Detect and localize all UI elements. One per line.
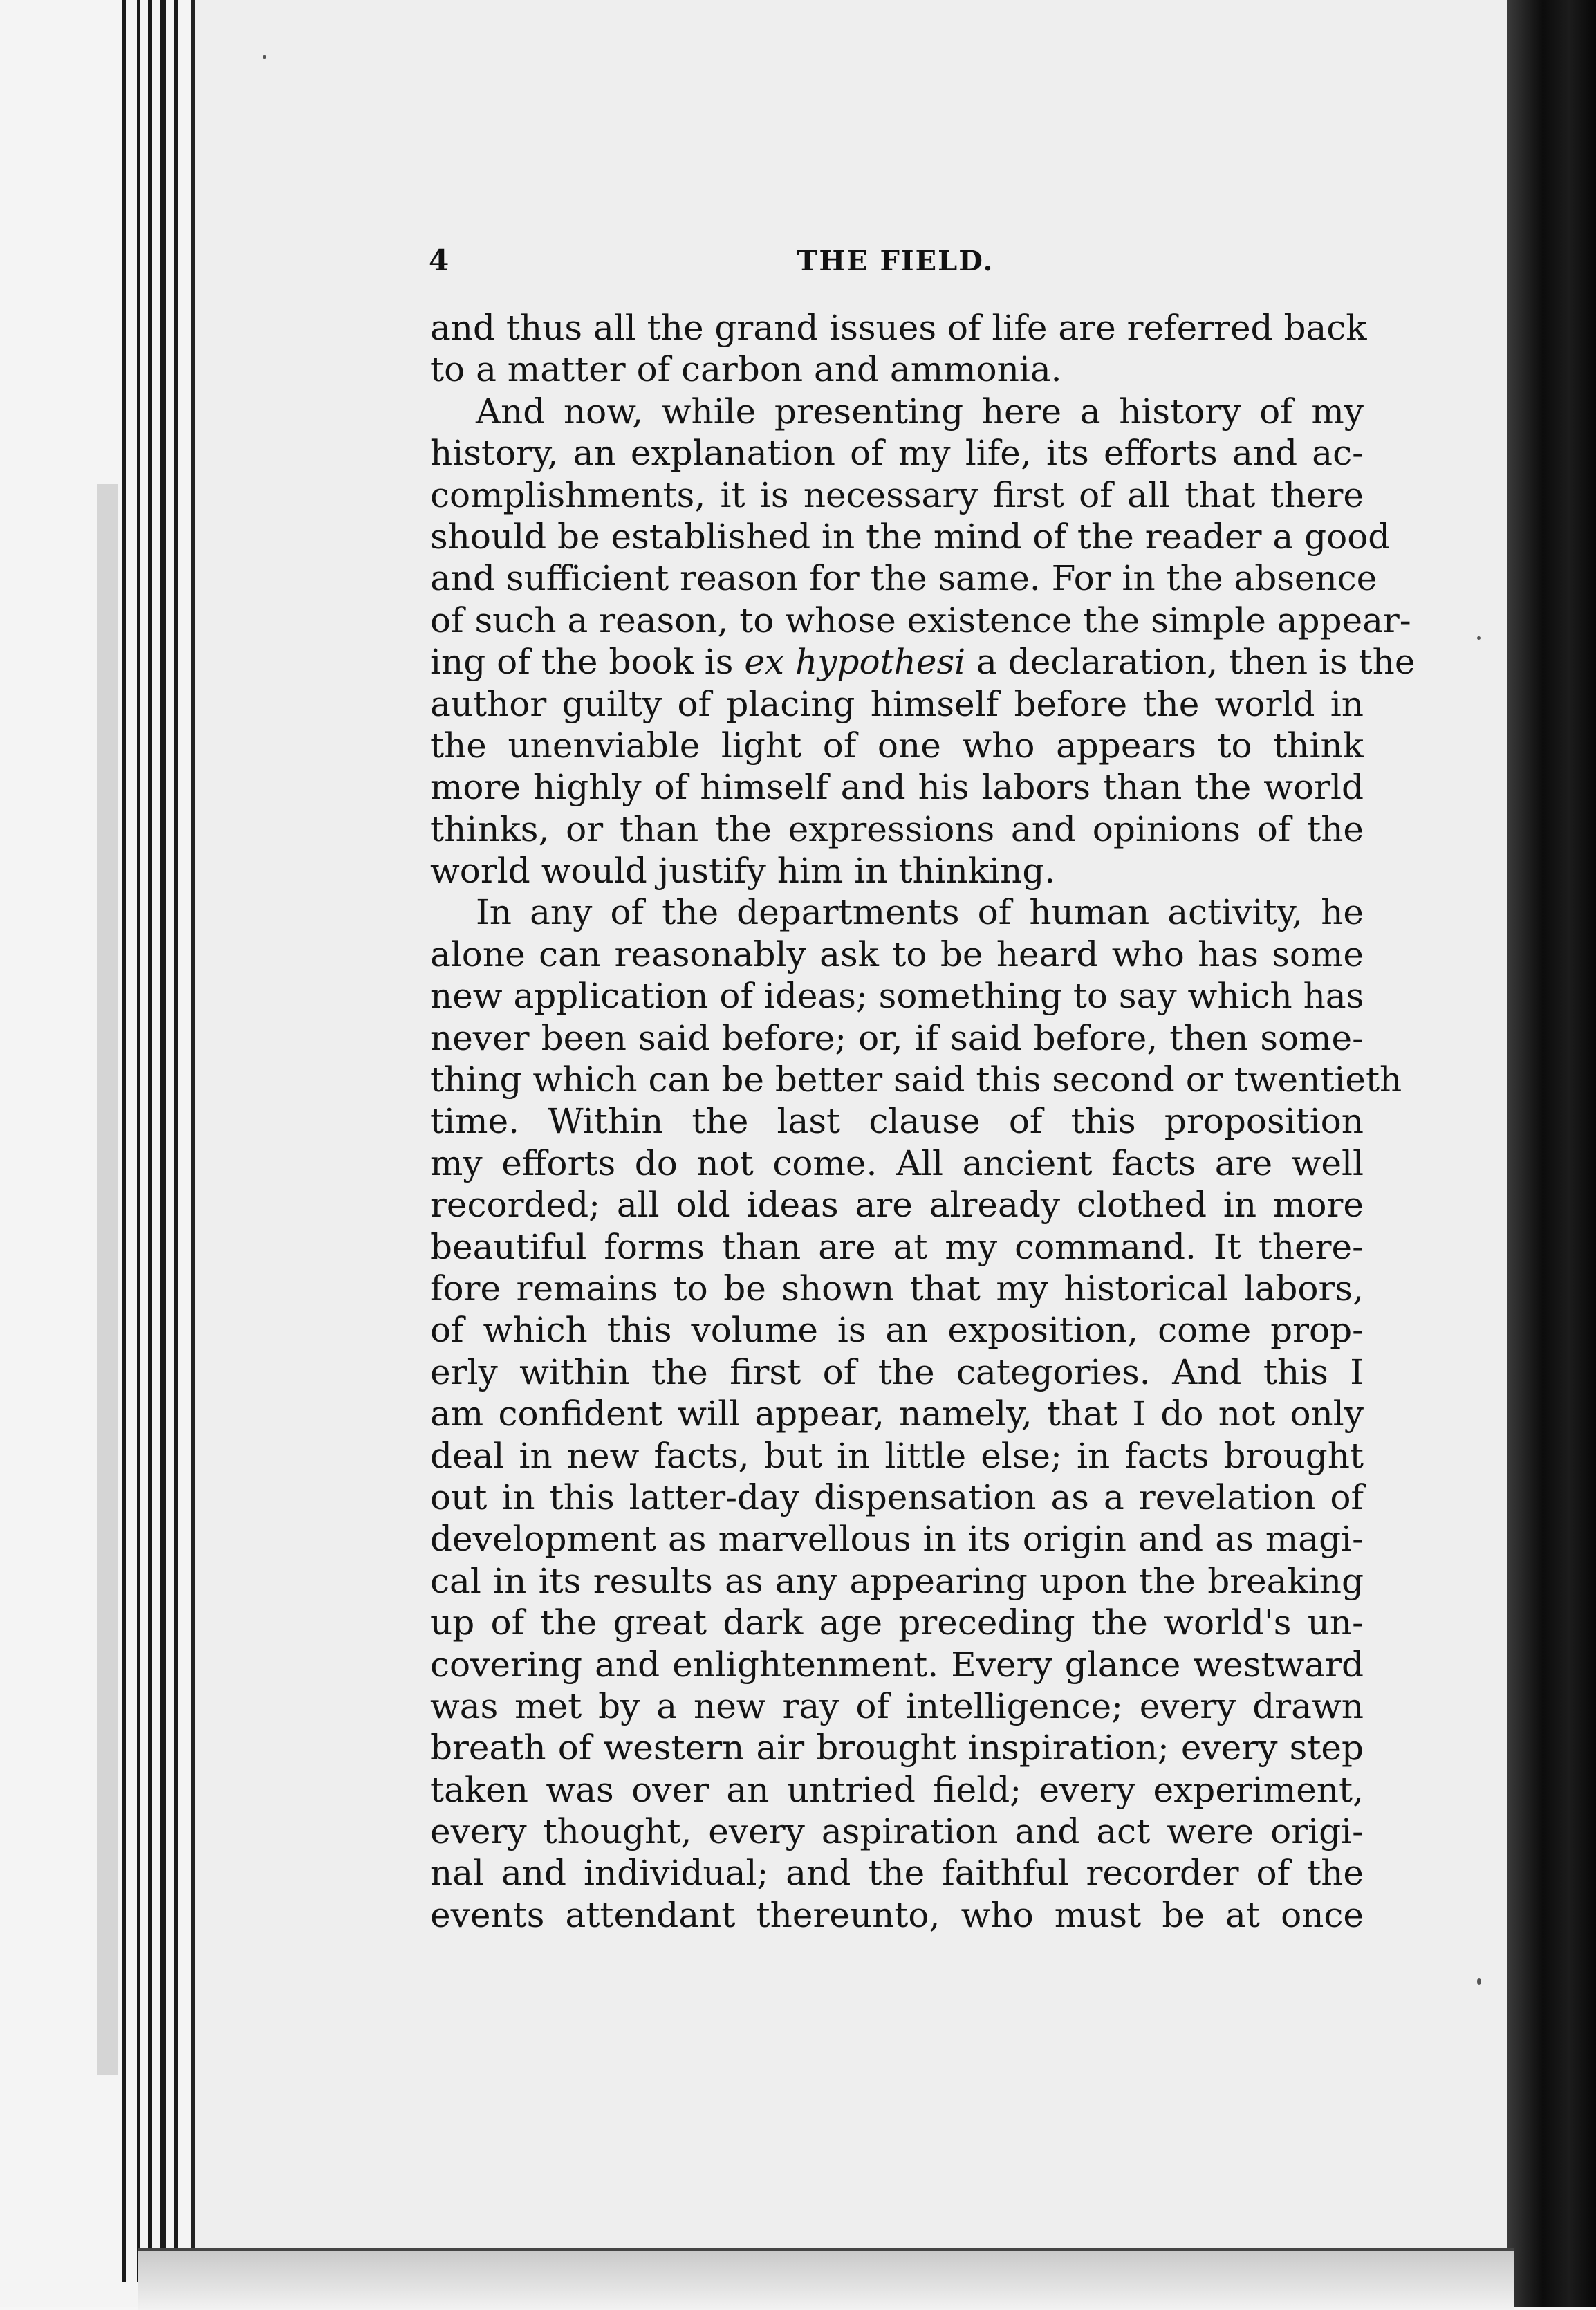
text-line: more highly of himself and his labors than the world: [430, 767, 1364, 808]
body-text: [430, 307, 1416, 1936]
text-line: should be established in the mind of the reader a good: [430, 516, 1391, 557]
page-bottom-edge: [138, 2248, 1514, 2310]
text-line: deal in new facts, but in little else; in facts brought: [430, 1435, 1364, 1476]
text-line: erly within the first of the categories. And this I: [430, 1351, 1364, 1392]
text-line: complishments, it is necessary first of all that there: [430, 474, 1364, 515]
text-line: the unenviable light of one who appears to think: [430, 725, 1364, 766]
page-number: 4: [429, 243, 449, 277]
text-line: of such a reason, to whose existence the simple appear-: [430, 600, 1411, 640]
page-edge-shadow: [97, 484, 118, 2075]
text-line: nal and individual; and the faithful recorder of the: [430, 1853, 1364, 1894]
text-line: And now, while presenting here a history of my: [476, 391, 1364, 432]
text-fragment: ing of the book is: [430, 642, 745, 683]
text-line: to a matter of carbon and ammonia.: [430, 349, 1062, 390]
text-line: out in this latter-day dispensation as a revelation of: [430, 1477, 1364, 1517]
book-binding: [1507, 0, 1596, 2307]
text-line-italic-phrase: [430, 641, 1416, 683]
text-line: breath of western air brought inspiration; every step: [430, 1728, 1364, 1768]
text-line: new application of ideas; something to say which has: [430, 976, 1364, 1017]
text-line: never been said before; or, if said before, then some-: [430, 1017, 1364, 1058]
text-fragment: a declaration, then is the: [965, 642, 1416, 683]
text-line: beautiful forms than are at my command. It there-: [430, 1226, 1364, 1267]
text-line: covering and enlightenment. Every glance westward: [430, 1644, 1364, 1685]
page-edge-line: [160, 0, 166, 2282]
scan-speck: [1477, 636, 1481, 640]
text-line: fore remains to be shown that my historical labors,: [430, 1268, 1364, 1309]
scan-speck: [263, 55, 266, 59]
text-line: up of the great dark age preceding the world's un-: [430, 1602, 1364, 1643]
stacked-page-edges: [0, 0, 201, 2307]
page-edge-line: [148, 0, 152, 2282]
scan-speck: [1477, 1978, 1481, 1985]
text-line: In any of the departments of human activity, he: [476, 892, 1364, 933]
header-title: THE FIELD.: [797, 245, 994, 277]
text-line: my efforts do not come. All ancient facts are well: [430, 1143, 1364, 1183]
italic-phrase: ex hypothesi: [744, 642, 966, 683]
text-line: taken was over an untried field; every experiment,: [430, 1769, 1364, 1810]
text-line: and thus all the grand issues of life are referred back: [430, 308, 1367, 348]
text-line: development as marvellous in its origin and as magi-: [430, 1519, 1364, 1560]
text-line: alone can reasonably ask to be heard who has some: [430, 934, 1364, 974]
text-line: and sufficient reason for the same. For in the absence: [430, 558, 1377, 599]
text-line: events attendant thereunto, who must be at once: [430, 1894, 1364, 1935]
text-line: was met by a new ray of intelligence; every drawn: [430, 1685, 1364, 1726]
text-line: history, an explanation of my life, its efforts and ac-: [430, 433, 1364, 474]
text-line: thinks, or than the expressions and opinions of the: [430, 808, 1364, 849]
page-edge-line: [122, 0, 126, 2282]
page-edge-line: [137, 0, 140, 2282]
text-line: every thought, every aspiration and act were origi-: [430, 1811, 1364, 1852]
text-line: author guilty of placing himself before the world in: [430, 683, 1364, 724]
text-line: world would justify him in thinking.: [430, 851, 1056, 891]
text-line: cal in its results as any appearing upon the breaking: [430, 1560, 1364, 1601]
text-line: time. Within the last clause of this proposition: [430, 1101, 1364, 1142]
page-edge-line: [174, 0, 178, 2282]
text-line: of which this volume is an exposition, come prop-: [430, 1310, 1364, 1351]
text-line: am confident will appear, namely, that I do not only: [430, 1394, 1364, 1434]
running-head: [429, 243, 1362, 285]
text-line: recorded; all old ideas are already clothed in more: [430, 1185, 1364, 1226]
text-line: thing which can be better said this second or twentieth: [430, 1060, 1402, 1100]
